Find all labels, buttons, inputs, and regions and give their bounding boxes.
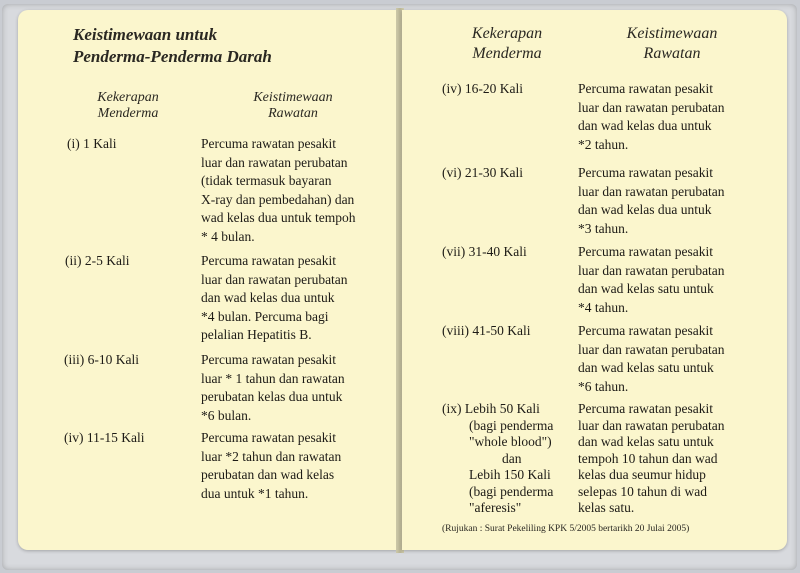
frequency-line: Lebih 150 Kali: [469, 467, 551, 482]
benefit-cell: [578, 164, 725, 238]
benefit-line: dan wad kelas dua untuk: [578, 202, 712, 217]
benefit-line: luar dan rawatan perubatan: [578, 99, 725, 115]
benefit-line: Percuma rawatan pesakit: [578, 81, 713, 96]
benefit-line: luar dan rawatan perubatan: [578, 183, 725, 199]
benefit-cell: [201, 429, 341, 503]
benefit-line: (tidak termasuk bayaran: [201, 173, 332, 188]
benefit-line: *6 tahun.: [578, 378, 629, 394]
frequency-line: (viii) 41-50 Kali: [442, 323, 531, 338]
benefit-line: dua untuk *1 tahun.: [201, 485, 309, 501]
frequency-cell: [442, 243, 527, 262]
benefit-line: luar dan rawatan perubatan: [201, 271, 348, 287]
column-header-benefit-line1: Keistimewaan: [253, 90, 333, 105]
frequency-cell: [442, 80, 523, 99]
page-title-line1: Keistimewaan untuk: [73, 25, 218, 44]
benefit-line: dan wad kelas satu untuk: [578, 360, 714, 375]
frequency-cell: (i) 1 Kali: [67, 136, 117, 151]
frequency-line: (vii) 31-40 Kali: [442, 244, 527, 259]
frequency-line: "aferesis": [469, 500, 522, 515]
benefit-cell: [578, 80, 725, 154]
benefit-cell: [578, 322, 725, 396]
benefit-line: *2 tahun.: [578, 136, 629, 152]
benefit-line: perubatan dan wad kelas: [201, 467, 335, 482]
benefit-line: dan wad kelas dua untuk: [578, 118, 712, 133]
benefit-line: *4 bulan. Percuma bagi: [201, 308, 329, 324]
benefit-cell: [201, 135, 355, 246]
column-header-frequency: [73, 90, 183, 122]
frequency-line: (ix) Lebih 50 Kali: [442, 401, 540, 416]
column-header-frequency-line2: Menderma: [472, 45, 542, 62]
column-header-benefit-line2: Rawatan: [268, 106, 318, 121]
benefit-line: selepas 10 tahun di wad: [578, 483, 707, 499]
benefit-line: perubatan kelas dua untuk: [201, 389, 343, 404]
reference-note: (Rujukan : Surat Pekeliling KPK 5/2005 bertarikh 20 Julai 2005): [442, 524, 690, 534]
column-header-frequency-line1: Kekerapan: [97, 90, 159, 105]
benefit-line: Percuma rawatan pesakit: [578, 323, 713, 338]
benefit-line: dan wad kelas dua untuk: [201, 290, 335, 305]
column-header-frequency-line1: Kekerapan: [471, 25, 543, 42]
frequency-cell: (iii) 6-10 Kali: [64, 352, 139, 367]
frequency-line: (bagi penderma: [469, 417, 554, 433]
benefit-cell: [201, 351, 345, 425]
benefit-line: * 4 bulan.: [201, 228, 255, 244]
frequency-cell: [442, 401, 553, 517]
benefit-line: luar dan rawatan perubatan: [578, 262, 725, 278]
benefit-line: Percuma rawatan pesakit: [201, 430, 336, 445]
benefit-line: dan wad kelas satu untuk: [578, 434, 714, 449]
benefit-line: X-ray dan pembedahan) dan: [201, 191, 355, 207]
benefit-line: Percuma rawatan pesakit: [578, 401, 713, 416]
benefit-line: *4 tahun.: [578, 299, 629, 315]
benefit-cell: [578, 401, 725, 517]
column-header-frequency: [452, 24, 562, 64]
benefit-line: Percuma rawatan pesakit: [201, 352, 336, 367]
benefit-line: luar dan rawatan perubatan: [201, 154, 348, 170]
page-title-line2: Penderma-Penderma Darah: [73, 47, 272, 66]
benefit-line: wad kelas dua untuk tempoh: [201, 210, 356, 225]
right-page: [402, 10, 787, 550]
benefit-line: luar *2 tahun dan rawatan: [201, 448, 342, 464]
column-header-frequency-line2: Menderma: [97, 106, 159, 121]
benefit-line: luar dan rawatan perubatan: [578, 417, 725, 433]
frequency-line: (bagi penderma: [469, 483, 554, 499]
column-header-benefit-line1: Keistimewaan: [626, 25, 718, 42]
benefit-cell: [201, 252, 348, 345]
benefit-line: luar * 1 tahun dan rawatan: [201, 370, 345, 386]
left-page: [18, 10, 398, 550]
benefit-line: Percuma rawatan pesakit: [578, 244, 713, 259]
frequency-cell: [442, 322, 530, 341]
benefit-line: kelas dua seumur hidup: [578, 467, 706, 482]
frequency-line: dan: [502, 450, 522, 466]
frequency-cell: (iv) 11-15 Kali: [64, 430, 145, 445]
benefit-line: Percuma rawatan pesakit: [201, 136, 336, 151]
benefit-line: dan wad kelas satu untuk: [578, 281, 714, 296]
benefit-line: *6 bulan.: [201, 407, 252, 423]
benefit-line: pelalian Hepatitis B.: [201, 327, 312, 342]
benefit-cell: [578, 243, 725, 317]
column-header-benefit: [223, 90, 363, 122]
frequency-cell: (ii) 2-5 Kali: [65, 253, 130, 268]
column-header-benefit: [597, 24, 747, 64]
frequency-line: "whole blood"): [469, 434, 552, 449]
frequency-cell: [442, 164, 523, 183]
benefit-line: Percuma rawatan pesakit: [578, 165, 713, 180]
benefit-line: Percuma rawatan pesakit: [201, 253, 336, 268]
frequency-line: (iv) 16-20 Kali: [442, 81, 523, 96]
benefit-line: *3 tahun.: [578, 220, 629, 236]
benefit-line: luar dan rawatan perubatan: [578, 341, 725, 357]
column-header-benefit-line2: Rawatan: [643, 45, 701, 62]
frequency-line: (vi) 21-30 Kali: [442, 165, 523, 180]
benefit-line: tempoh 10 tahun dan wad: [578, 450, 718, 466]
benefit-line: kelas satu.: [578, 500, 635, 515]
